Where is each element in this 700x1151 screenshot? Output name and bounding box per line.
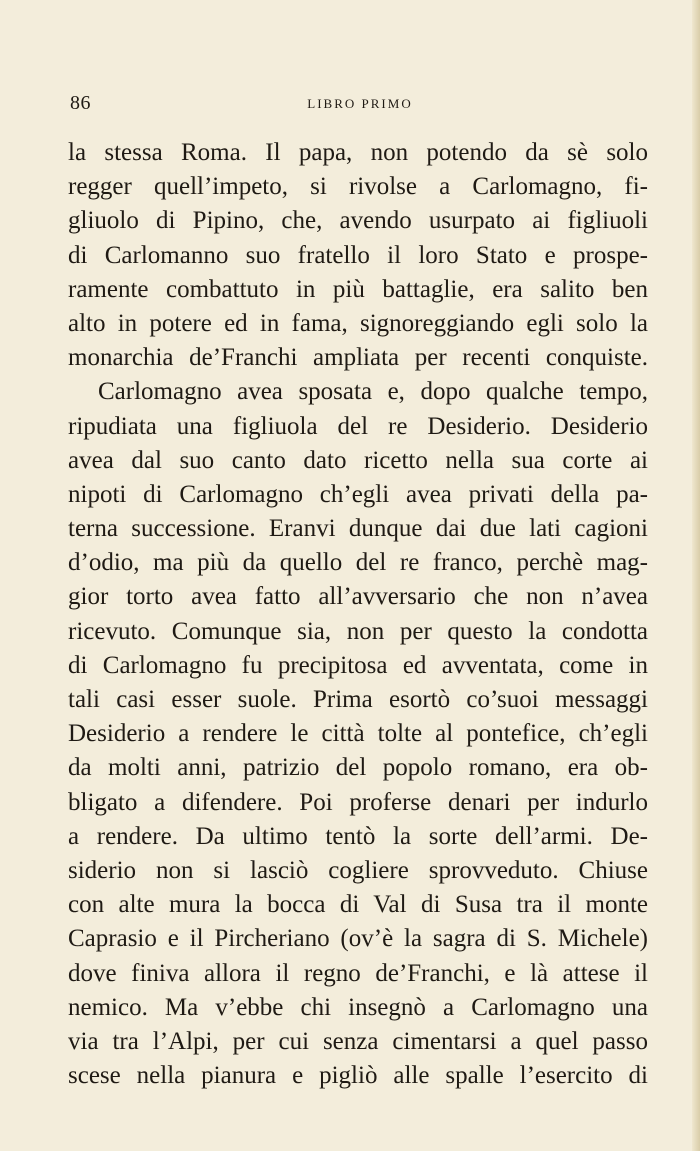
text-line: via tra l’Alpi, per cui senza cimentarsi a quel passo (68, 1027, 648, 1055)
text-line: con alte mura la bocca di Val di Susa tra il monte (68, 891, 648, 919)
text-line: Desiderio a rendere le città tolte al pontefice, ch’egli (68, 720, 648, 748)
running-head: LIBRO PRIMO (307, 96, 413, 111)
text-line: d’odio, ma più da quello del re franco, perchè mag- (68, 549, 648, 577)
text-line: ricevuto. Comunque sia, non per questo la condotta (68, 617, 648, 645)
text-line: Caprasio e il Pircheriano (ov’è la sagra di S. Michele) (68, 925, 648, 953)
text-line: monarchia de’Franchi ampliata per recenti conquiste. (68, 344, 648, 372)
text-line: gliuolo di Pipino, che, avendo usurpato ai figliuoli (68, 207, 648, 235)
text-line: dove finiva allora il regno de’Franchi, e là attese il (68, 959, 648, 987)
text-line: di Carlomanno suo fratello il loro Stato e prospe- (68, 241, 648, 269)
page-edge (692, 0, 700, 1151)
text-line: regger quell’impeto, si rivolse a Carlomagno, fi- (68, 173, 648, 201)
text-line: ripudiata una figliuola del re Desiderio. Desiderio (68, 412, 648, 440)
text-line: terna successione. Eranvi dunque dai due lati cagioni (68, 515, 648, 543)
text-line: bligato a difendere. Poi proferse denari per indurlo (68, 788, 648, 816)
text-line: da molti anni, patrizio del popolo romano, era ob- (68, 754, 648, 782)
body-text (68, 136, 648, 1093)
text-line: alto in potere ed in fama, signoreggiando egli solo la (68, 309, 648, 337)
text-line: a rendere. Da ultimo tentò la sorte dell’armi. De- (68, 822, 648, 850)
page-number: 86 (70, 92, 91, 114)
text-line: nemico. Ma v’ebbe chi insegnò a Carlomagno una (68, 993, 648, 1021)
text-line: di Carlomagno fu precipitosa ed avventata, come in (68, 651, 648, 679)
text-line: avea dal suo canto dato ricetto nella sua corte ai (68, 446, 648, 474)
text-line: nipoti di Carlomagno ch’egli avea privati della pa- (68, 480, 648, 508)
text-line: scese nella pianura e pigliò alle spalle l’esercito di (68, 1062, 648, 1090)
page-header (70, 92, 650, 116)
text-line: la stessa Roma. Il papa, non potendo da sè solo (68, 139, 648, 166)
text-line: Carlomagno avea sposata e, dopo qualche tempo, (98, 378, 648, 406)
text-line: ramente combattuto in più battaglie, era salito ben (68, 275, 648, 303)
text-line: siderio non si lasciò cogliere sprovveduto. Chiuse (68, 856, 648, 884)
text-line: tali casi esser suole. Prima esortò co’suoi messaggi (68, 686, 648, 713)
text-line: gior torto avea fatto all’avversario che non n’avea (68, 583, 648, 611)
